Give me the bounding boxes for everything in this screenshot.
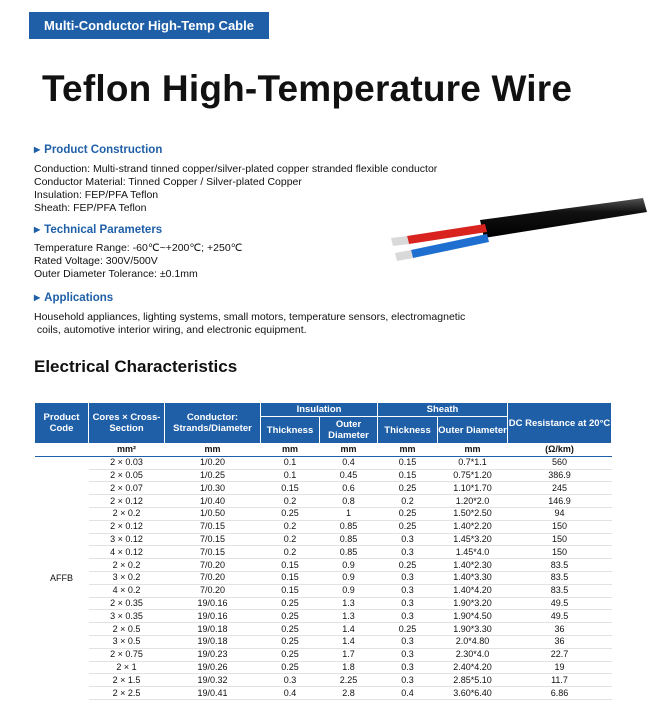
table-cell: 2 × 1 xyxy=(89,661,165,674)
applications-heading xyxy=(34,292,113,304)
table-cell: 0.45 xyxy=(320,469,378,482)
units-cell: mm² xyxy=(89,444,165,457)
table-cell: 245 xyxy=(508,482,612,495)
table-cell: 2.25 xyxy=(320,674,378,687)
table-cell: 2 × 0.03 xyxy=(89,456,165,469)
triangle-icon: ▶ xyxy=(34,293,41,302)
table-cell: 19/0.16 xyxy=(165,597,261,610)
table-row xyxy=(35,623,612,636)
table-cell: 2 × 0.05 xyxy=(89,469,165,482)
table-cell: 0.15 xyxy=(261,571,320,584)
table-cell: 0.3 xyxy=(378,610,438,623)
table-cell: 0.1 xyxy=(261,456,320,469)
technical-heading-label: Technical Parameters xyxy=(44,224,163,236)
header-dc-resistance: DC Resistance at 20°C xyxy=(508,403,612,444)
table-cell: 2 × 1.5 xyxy=(89,674,165,687)
construction-heading xyxy=(34,144,162,156)
construction-line: Conduction: Multi-strand tinned copper/silver-plated copper stranded flexible conductor xyxy=(34,163,438,175)
construction-line: Conductor Material: Tinned Copper / Silver-plated Copper xyxy=(34,176,302,188)
technical-line: Rated Voltage: 300V/500V xyxy=(34,255,158,267)
table-cell: 3 × 0.2 xyxy=(89,571,165,584)
cable-illustration xyxy=(385,190,647,270)
table-cell: 0.9 xyxy=(320,571,378,584)
triangle-icon: ▶ xyxy=(34,145,41,154)
table-cell: 0.8 xyxy=(320,495,378,508)
table-cell: 1.50*2.50 xyxy=(438,507,508,520)
table-cell: 7/0.20 xyxy=(165,584,261,597)
applications-line: coils, automotive interior wiring, and electronic equipment. xyxy=(34,324,307,336)
header-insulation-outer-diameter: Outer Diameter xyxy=(320,417,378,444)
table-cell: 4 × 0.12 xyxy=(89,546,165,559)
table-cell: 0.25 xyxy=(261,648,320,661)
table-cell: 22.7 xyxy=(508,648,612,661)
product-code-cell: AFFB xyxy=(49,572,73,583)
table-cell: 0.3 xyxy=(378,584,438,597)
header-conductor: Conductor: Strands/Diameter xyxy=(165,403,261,444)
units-cell xyxy=(35,444,89,457)
table-cell: 0.3 xyxy=(261,674,320,687)
table-cell: 1.90*3.30 xyxy=(438,623,508,636)
table-cell: 0.15 xyxy=(378,469,438,482)
table-cell: 0.9 xyxy=(320,584,378,597)
table-cell: 150 xyxy=(508,546,612,559)
electrical-table xyxy=(34,402,612,700)
technical-line: Outer Diameter Tolerance: ±0.1mm xyxy=(34,268,198,280)
table-cell: 49.5 xyxy=(508,597,612,610)
table-cell: 1/0.20 xyxy=(165,456,261,469)
units-cell: mm xyxy=(378,444,438,457)
technical-line: Temperature Range: -60℃~+200℃; +250℃ xyxy=(34,242,243,254)
triangle-icon: ▶ xyxy=(34,225,41,234)
table-cell: 94 xyxy=(508,507,612,520)
table-cell: 0.25 xyxy=(261,610,320,623)
table-cell: 0.25 xyxy=(261,623,320,636)
table-cell: 0.2 xyxy=(378,495,438,508)
table-cell: 11.7 xyxy=(508,674,612,687)
table-cell: 2 × 0.07 xyxy=(89,482,165,495)
table-cell: 1.40*4.20 xyxy=(438,584,508,597)
table-cell: 0.1 xyxy=(261,469,320,482)
table-cell: 0.2 xyxy=(261,546,320,559)
table-cell: 0.25 xyxy=(261,661,320,674)
table-cell: 0.85 xyxy=(320,533,378,546)
table-cell: 0.25 xyxy=(378,559,438,572)
table-cell: 0.85 xyxy=(320,520,378,533)
table-cell: 19/0.23 xyxy=(165,648,261,661)
header-insulation-thickness: Thickness xyxy=(261,417,320,444)
table-row xyxy=(35,597,612,610)
units-cell: mm xyxy=(320,444,378,457)
applications-line: Household appliances, lighting systems, small motors, temperature sensors, electromagnetic xyxy=(34,311,466,323)
table-cell: 0.3 xyxy=(378,661,438,674)
table-cell: 7/0.15 xyxy=(165,533,261,546)
table-cell: 2.30*4.0 xyxy=(438,648,508,661)
table-cell: 19/0.41 xyxy=(165,687,261,700)
table-cell: 0.85 xyxy=(320,546,378,559)
table-cell: 560 xyxy=(508,456,612,469)
table-cell: 7/0.20 xyxy=(165,559,261,572)
table-cell: 19/0.18 xyxy=(165,635,261,648)
table-cell: 0.15 xyxy=(378,456,438,469)
technical-heading xyxy=(34,224,162,236)
table-cell: 1/0.40 xyxy=(165,495,261,508)
table-row xyxy=(35,687,612,700)
table-row xyxy=(35,520,612,533)
units-cell: mm xyxy=(438,444,508,457)
table-cell: 0.6 xyxy=(320,482,378,495)
applications-heading-label: Applications xyxy=(44,292,114,304)
construction-heading-label: Product Construction xyxy=(44,144,163,156)
table-cell: 49.5 xyxy=(508,610,612,623)
table-cell: 1.4 xyxy=(320,635,378,648)
table-cell: 2 × 0.35 xyxy=(89,597,165,610)
table-cell: 2.8 xyxy=(320,687,378,700)
table-cell: 7/0.20 xyxy=(165,571,261,584)
table-cell: 150 xyxy=(508,533,612,546)
table-cell: 150 xyxy=(508,520,612,533)
table-row xyxy=(35,648,612,661)
table-row xyxy=(35,533,612,546)
table-cell: 0.3 xyxy=(378,546,438,559)
table-cell: 0.4 xyxy=(378,687,438,700)
table-cell: 0.3 xyxy=(378,533,438,546)
table-cell: 0.3 xyxy=(378,635,438,648)
construction-line: Insulation: FEP/PFA Teflon xyxy=(34,189,159,201)
table-cell: 3 × 0.5 xyxy=(89,635,165,648)
table-cell: 19/0.18 xyxy=(165,623,261,636)
units-row xyxy=(35,444,612,457)
table-cell: 83.5 xyxy=(508,584,612,597)
table-cell: 4 × 0.2 xyxy=(89,584,165,597)
table-cell: 1/0.25 xyxy=(165,469,261,482)
table-cell: 2 × 0.75 xyxy=(89,648,165,661)
table-cell: 3 × 0.12 xyxy=(89,533,165,546)
table-cell: 0.25 xyxy=(261,635,320,648)
table-row xyxy=(35,456,612,469)
table-cell: 0.3 xyxy=(378,571,438,584)
table-cell: 0.2 xyxy=(261,520,320,533)
table-cell: 0.15 xyxy=(261,559,320,572)
table-cell: 1.40*2.20 xyxy=(438,520,508,533)
header-sheath-outer-diameter: Outer Diameter xyxy=(438,417,508,444)
table-row xyxy=(35,495,612,508)
cable-sheath xyxy=(480,198,647,238)
table-cell: 1.3 xyxy=(320,597,378,610)
table-cell: 83.5 xyxy=(508,571,612,584)
table-cell: 0.4 xyxy=(320,456,378,469)
table-cell: 2 × 0.5 xyxy=(89,623,165,636)
table-cell: 7/0.15 xyxy=(165,520,261,533)
table-cell: 0.7*1.1 xyxy=(438,456,508,469)
page-title: Teflon High-Temperature Wire xyxy=(42,68,573,109)
table-cell: 2.0*4.80 xyxy=(438,635,508,648)
table-cell: 2 × 0.2 xyxy=(89,507,165,520)
table-row xyxy=(35,661,612,674)
table-cell: 1.4 xyxy=(320,623,378,636)
table-cell: 2 × 2.5 xyxy=(89,687,165,700)
category-tag: Multi-Conductor High-Temp Cable xyxy=(29,12,269,39)
table-cell: 0.25 xyxy=(378,507,438,520)
table-cell: 0.3 xyxy=(378,648,438,661)
table-cell: 2.85*5.10 xyxy=(438,674,508,687)
units-cell: mm xyxy=(261,444,320,457)
table-cell: 0.2 xyxy=(261,533,320,546)
table-cell: 1.40*2.30 xyxy=(438,559,508,572)
table-cell: 1/0.50 xyxy=(165,507,261,520)
table-cell: 36 xyxy=(508,635,612,648)
table-row xyxy=(35,469,612,482)
table-cell: 7/0.15 xyxy=(165,546,261,559)
table-cell: 0.15 xyxy=(261,482,320,495)
table-cell: 1/0.30 xyxy=(165,482,261,495)
units-cell: (Ω/km) xyxy=(508,444,612,457)
table-cell: 19/0.26 xyxy=(165,661,261,674)
table-cell: 0.25 xyxy=(261,597,320,610)
table-row xyxy=(35,610,612,623)
table-cell: 2 × 0.12 xyxy=(89,495,165,508)
construction-line: Sheath: FEP/PFA Teflon xyxy=(34,202,147,214)
table-cell: 1.3 xyxy=(320,610,378,623)
table-cell: 1.7 xyxy=(320,648,378,661)
table-cell: 83.5 xyxy=(508,559,612,572)
table-cell: 1.90*4.50 xyxy=(438,610,508,623)
header-product-code: Product Code xyxy=(35,403,89,444)
table-cell: 6.86 xyxy=(508,687,612,700)
table-row xyxy=(35,571,612,584)
table-cell: 1.45*3.20 xyxy=(438,533,508,546)
table-cell: 19/0.16 xyxy=(165,610,261,623)
table-cell: 386.9 xyxy=(508,469,612,482)
table-row xyxy=(35,559,612,572)
table-cell: 0.25 xyxy=(261,507,320,520)
table-cell: 1.20*2.0 xyxy=(438,495,508,508)
table-row xyxy=(35,482,612,495)
table-cell: 3.60*6.40 xyxy=(438,687,508,700)
table-cell: 2.40*4.20 xyxy=(438,661,508,674)
table-cell: 0.25 xyxy=(378,623,438,636)
table-row xyxy=(35,635,612,648)
table-cell: 0.3 xyxy=(378,674,438,687)
table-cell: 0.2 xyxy=(261,495,320,508)
table-cell: 1.90*3.20 xyxy=(438,597,508,610)
table-row xyxy=(35,674,612,687)
header-sheath-thickness: Thickness xyxy=(378,417,438,444)
table-body xyxy=(35,444,612,700)
table-cell: 1.45*4.0 xyxy=(438,546,508,559)
table-row xyxy=(35,507,612,520)
table-cell: 19 xyxy=(508,661,612,674)
electrical-heading: Electrical Characteristics xyxy=(34,357,238,376)
table-cell: 1.8 xyxy=(320,661,378,674)
table-cell: 0.3 xyxy=(378,597,438,610)
table-cell: 0.4 xyxy=(261,687,320,700)
table-cell: 36 xyxy=(508,623,612,636)
header-cores: Cores × Cross-Section xyxy=(89,403,165,444)
units-cell: mm xyxy=(165,444,261,457)
table-cell: 2 × 0.2 xyxy=(89,559,165,572)
table-cell: 19/0.32 xyxy=(165,674,261,687)
table-cell: 0.15 xyxy=(261,584,320,597)
table-cell: 0.25 xyxy=(378,520,438,533)
table-cell: 0.75*1.20 xyxy=(438,469,508,482)
table-row xyxy=(35,584,612,597)
table-cell: 0.9 xyxy=(320,559,378,572)
table-row xyxy=(35,546,612,559)
table-cell: 1 xyxy=(320,507,378,520)
table-cell: 146.9 xyxy=(508,495,612,508)
table-cell: 2 × 0.12 xyxy=(89,520,165,533)
table-cell: 3 × 0.35 xyxy=(89,610,165,623)
table-cell: 0.25 xyxy=(378,482,438,495)
header-insulation: Insulation xyxy=(261,403,378,417)
table-cell: 1.40*3.30 xyxy=(438,571,508,584)
table-cell: 1.10*1.70 xyxy=(438,482,508,495)
header-sheath: Sheath xyxy=(378,403,508,417)
